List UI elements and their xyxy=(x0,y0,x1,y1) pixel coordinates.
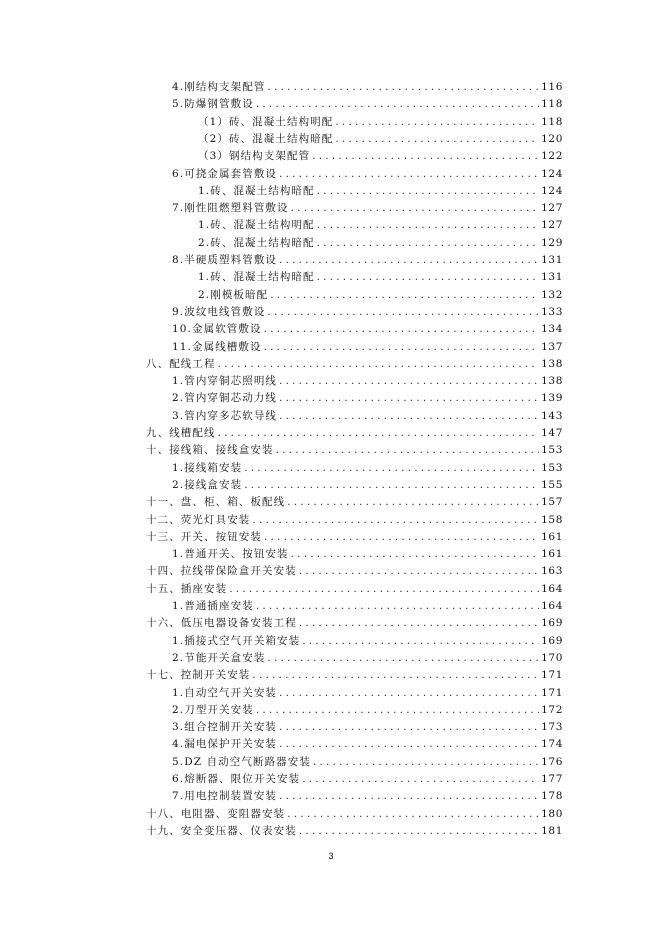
dot-leader xyxy=(270,287,539,304)
toc-entry-page: 116 xyxy=(541,81,563,93)
dot-leader xyxy=(267,304,539,321)
toc-entry-page: 122 xyxy=(541,150,563,163)
toc-entry[interactable] xyxy=(172,200,563,217)
dot-leader xyxy=(287,494,539,511)
toc-entry-title: 1.接线箱安装 xyxy=(172,461,243,474)
toc-entry[interactable] xyxy=(146,806,563,823)
toc-entry-page: 171 xyxy=(541,669,563,682)
toc-entry[interactable] xyxy=(146,529,563,546)
toc-entry-page: 180 xyxy=(541,807,563,820)
toc-entry-page: 157 xyxy=(541,496,563,509)
dot-leader xyxy=(279,373,539,390)
toc-entry[interactable] xyxy=(172,771,563,788)
dot-leader xyxy=(302,771,539,788)
toc-entry-page: 124 xyxy=(541,167,563,180)
toc-entry-title: 十九、安全变压器、仪表安装 xyxy=(146,824,297,837)
toc-entry-title: 3.组合控制开关安装 xyxy=(172,721,278,734)
toc-entry[interactable] xyxy=(172,650,563,667)
dot-leader xyxy=(312,148,539,165)
toc-entry-page: 134 xyxy=(541,323,563,336)
dot-leader xyxy=(256,96,539,113)
toc-entry-title: 4.漏电保护开关安装 xyxy=(172,738,278,751)
toc-entry-title: （3）钢结构支架配管 xyxy=(198,150,311,163)
toc-entry-title: （2）砖、混凝土结构暗配 xyxy=(198,132,334,145)
dot-leader xyxy=(229,581,539,598)
dot-leader xyxy=(302,633,539,650)
dot-leader xyxy=(279,719,539,736)
dot-leader xyxy=(264,321,540,338)
toc-entry[interactable] xyxy=(172,788,563,805)
toc-entry-title: 1.砖、混凝土结构明配 xyxy=(198,219,315,232)
toc-entry[interactable] xyxy=(146,356,563,373)
toc-entry-title: 八、配线工程 xyxy=(146,357,216,370)
toc-entry-page: 118 xyxy=(541,98,563,111)
toc-entry-page: 172 xyxy=(541,703,563,716)
toc-entry[interactable] xyxy=(146,667,563,684)
toc-entry-page: 124 xyxy=(541,184,563,197)
dot-leader xyxy=(279,166,539,183)
dot-leader xyxy=(267,650,539,667)
dot-leader xyxy=(279,390,539,407)
dot-leader xyxy=(279,252,539,269)
dot-leader xyxy=(287,806,539,823)
toc-entry-title: 2.管内穿铜芯动力线 xyxy=(172,392,278,405)
toc-entry[interactable] xyxy=(146,425,563,442)
toc-entry-title: 十三、开关、按钮安装 xyxy=(146,530,262,543)
dot-leader xyxy=(313,754,539,771)
dot-leader xyxy=(276,442,540,459)
dot-leader xyxy=(317,235,540,252)
toc-entry-title: 9.波纹电线管敷设 xyxy=(172,305,266,318)
toc-entry-page: 153 xyxy=(541,461,563,474)
toc-entry[interactable] xyxy=(146,494,563,511)
dot-leader xyxy=(335,131,539,148)
dot-leader xyxy=(256,702,539,719)
toc-entry-page: 164 xyxy=(541,582,563,595)
toc-entry-page: 153 xyxy=(541,444,563,457)
toc-entry-title: 3.管内穿多芯软导线 xyxy=(172,409,278,422)
toc-entry[interactable] xyxy=(198,183,563,200)
toc-entry-page: 158 xyxy=(541,513,563,526)
toc-entry-page: 178 xyxy=(541,790,563,803)
toc-entry-page: 127 xyxy=(541,219,563,232)
dot-leader xyxy=(299,563,539,580)
dot-leader xyxy=(317,269,540,286)
toc-entry[interactable] xyxy=(198,269,563,286)
toc-entry[interactable] xyxy=(146,442,563,459)
toc-entry-page: 127 xyxy=(541,202,563,215)
toc-entry[interactable] xyxy=(146,823,563,840)
toc-entry[interactable] xyxy=(172,477,563,494)
dot-leader xyxy=(317,217,540,234)
dot-leader xyxy=(279,685,539,702)
toc-entry-title: 1.砖、混凝土结构暗配 xyxy=(198,184,315,197)
toc-entry[interactable] xyxy=(172,736,563,753)
toc-entry[interactable] xyxy=(172,702,563,719)
toc-entry-page: 137 xyxy=(541,340,563,353)
toc-entry[interactable] xyxy=(172,719,563,736)
dot-leader xyxy=(256,598,539,615)
toc-entry[interactable] xyxy=(198,114,563,131)
toc-entry-page: 164 xyxy=(541,600,563,612)
dot-leader xyxy=(279,408,539,425)
toc-entry-title: 十八、电阻器、变阻器安装 xyxy=(146,807,286,820)
toc-entry[interactable] xyxy=(172,252,563,269)
toc-entry-page: 161 xyxy=(541,530,563,543)
toc-entry-page: 118 xyxy=(541,115,563,128)
toc-entry-title: 十、接线箱、接线盒安装 xyxy=(146,444,274,457)
toc-entry-page: 139 xyxy=(541,392,563,405)
dot-leader xyxy=(279,788,539,805)
toc-entry[interactable] xyxy=(198,217,563,234)
dot-leader xyxy=(299,823,539,840)
toc-entry-page: 129 xyxy=(541,236,563,249)
toc-entry-page: 138 xyxy=(541,357,563,370)
toc-entry-title: 1.插接式空气开关箱安装 xyxy=(172,634,301,647)
toc-entry[interactable] xyxy=(172,685,563,702)
toc-entry-page: 163 xyxy=(541,565,563,578)
toc-entry[interactable] xyxy=(146,563,563,580)
toc-entry-title: 1.管内穿铜芯照明线 xyxy=(172,375,278,388)
dot-leader xyxy=(244,460,539,477)
toc-entry-title: 7.刚性阻燃塑料管敷设 xyxy=(172,202,289,215)
dot-leader xyxy=(279,736,539,753)
toc-entry-title: 十五、插座安装 xyxy=(146,582,228,595)
toc-entry[interactable] xyxy=(172,339,563,356)
toc-entry[interactable] xyxy=(172,373,563,390)
toc-entry-title: 5.防爆钢管敷设 xyxy=(172,98,254,111)
toc-entry-title: 8.半硬质塑料管敷设 xyxy=(172,254,278,266)
toc-entry[interactable] xyxy=(172,96,563,113)
toc-entry-title: 2.接线盒安装 xyxy=(172,478,243,491)
toc-entry-title: 6.熔断器、限位开关安装 xyxy=(172,773,301,785)
toc-entry-title: 2.刀型开关安装 xyxy=(172,703,254,716)
toc-entry-title: 十二、荧光灯具安装 xyxy=(146,513,251,526)
dot-leader xyxy=(291,546,540,563)
toc-entry[interactable] xyxy=(172,633,563,650)
toc-entry-title: 1.普通开关、按钮安装 xyxy=(172,548,289,561)
toc-entry-title: 十一、盘、柜、箱、板配线 xyxy=(146,496,286,509)
toc-entry-page: 147 xyxy=(541,427,563,439)
toc-entry[interactable] xyxy=(172,304,563,321)
toc-entry-page: 181 xyxy=(541,824,563,837)
dot-leader xyxy=(218,356,540,373)
toc-entry-title: 1.普通插座安装 xyxy=(172,600,254,612)
toc-entry-page: 131 xyxy=(541,254,563,266)
toc-entry-page: 177 xyxy=(541,773,563,785)
toc-entry-page: 133 xyxy=(541,305,563,318)
toc-entry-page: 173 xyxy=(541,721,563,734)
toc-entry-page: 176 xyxy=(541,755,563,768)
toc-entry[interactable] xyxy=(198,287,563,304)
toc-entry[interactable] xyxy=(172,408,563,425)
toc-entry-page: 155 xyxy=(541,478,563,491)
toc-entry-title: 2.节能开关盒安装 xyxy=(172,651,266,664)
toc-entry-page: 138 xyxy=(541,375,563,388)
toc-entry-title: 2.刚模板暗配 xyxy=(198,288,269,301)
toc-entry-title: 九、线槽配线 xyxy=(146,427,216,439)
dot-leader xyxy=(267,79,539,96)
toc-entry[interactable] xyxy=(198,131,563,148)
toc-entry[interactable] xyxy=(146,615,563,632)
toc-entry[interactable] xyxy=(172,754,563,771)
dot-leader xyxy=(252,512,539,529)
toc-entry-title: 2.砖、混凝土结构暗配 xyxy=(198,236,315,249)
dot-leader xyxy=(264,529,539,546)
page-number: 3 xyxy=(328,851,334,861)
dot-leader xyxy=(299,615,539,632)
toc-entry[interactable] xyxy=(172,79,563,96)
dot-leader xyxy=(264,339,540,356)
toc-entry-page: 170 xyxy=(541,651,563,664)
dot-leader xyxy=(244,477,539,494)
toc-entry[interactable] xyxy=(172,166,563,183)
toc-entry-page: 143 xyxy=(541,409,563,422)
toc-entry[interactable] xyxy=(172,321,563,338)
toc-entry-title: 5.DZ 自动空气断路器安装 xyxy=(172,755,311,768)
toc-entry-title: 十四、拉线带保险盒开关安装 xyxy=(146,565,297,578)
dot-leader xyxy=(291,200,540,217)
toc-entry-title: （1）砖、混凝土结构明配 xyxy=(198,115,334,128)
toc-entry-page: 161 xyxy=(541,548,563,561)
toc-entry[interactable] xyxy=(172,460,563,477)
dot-leader xyxy=(252,667,539,684)
toc-entry-page: 132 xyxy=(541,288,563,301)
toc-entry-title: 4.刚结构支架配管 xyxy=(172,81,266,93)
toc-entry[interactable] xyxy=(198,235,563,252)
toc-entry-page: 174 xyxy=(541,738,563,751)
toc-entry-page: 171 xyxy=(541,686,563,699)
toc-entry-page: 120 xyxy=(541,132,563,145)
toc-entry-title: 6.可挠金属套管敷设 xyxy=(172,167,278,180)
dot-leader xyxy=(218,425,540,442)
toc-entry-title: 十六、低压电器设备安装工程 xyxy=(146,617,297,630)
toc-entry[interactable] xyxy=(146,581,563,598)
toc-entry[interactable] xyxy=(172,546,563,563)
toc-entry-title: 7.用电控制装置安装 xyxy=(172,790,278,803)
toc-entry-title: 11.金属线槽敷设 xyxy=(172,340,262,353)
toc-entry[interactable] xyxy=(146,512,563,529)
dot-leader xyxy=(317,183,540,200)
toc-entry-page: 131 xyxy=(541,271,563,284)
toc-entry[interactable] xyxy=(172,390,563,407)
toc-entry-title: 十七、控制开关安装 xyxy=(146,669,251,682)
toc-entry-page: 169 xyxy=(541,617,563,630)
toc-entry-title: 1.自动空气开关安装 xyxy=(172,686,278,699)
toc-entry-title: 1.砖、混凝土结构暗配 xyxy=(198,271,315,284)
toc-entry[interactable] xyxy=(172,598,563,615)
dot-leader xyxy=(335,114,539,131)
toc-entry[interactable] xyxy=(198,148,563,165)
toc-entry-page: 169 xyxy=(541,634,563,647)
toc-entry-title: 10.金属软管敷设 xyxy=(172,323,262,336)
